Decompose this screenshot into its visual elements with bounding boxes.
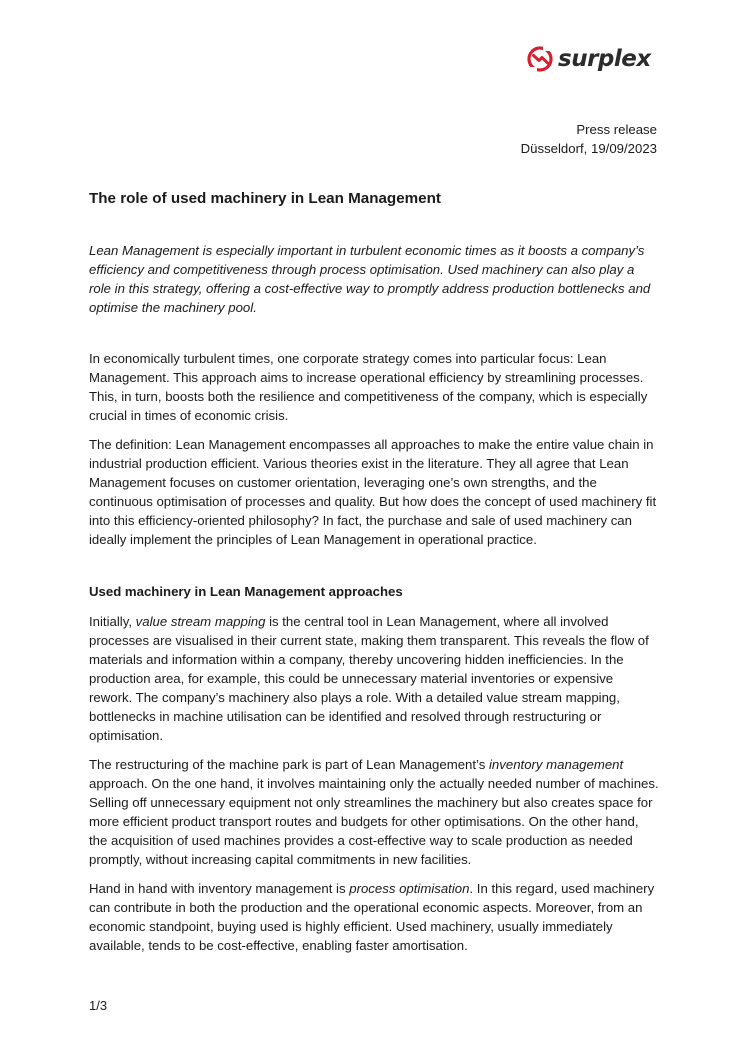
article-lead [89,241,659,317]
term-inventory-management: inventory management [489,757,624,772]
paragraph-3-text-b: is the central tool in Lean Management, where all involved processes are visualised in their current state, making them transparent. This reveals the flow of materials and information within a company, thereby uncovering hidden inefficiencies. In the production area, for example, this could be unnecessary material inventories or expensive rework. The company’s machinery also plays a role. With a detailed value stream mapping, bottlenecks in machine utilisation can be identified and resolved through restructuring or optimisation. [89,614,649,743]
logo-wordmark: surplex [558,46,651,72]
paragraph-4-text-b: approach. On the one hand, it involves maintaining only the actually needed number of machines. Selling off unnecessary equipment not only streamlines the machinery but also creates space for more efficient product transport routes and budgets for other optimisations. On the other hand, the acquisition of used machines provides a cost-effective way to scale production as needed promptly, without increasing capital commitments in new facilities. [89,776,659,867]
surplex-logo-icon [526,45,554,73]
section-heading: Used machinery in Lean Management approaches [89,584,403,599]
paragraph-4-text-a: The restructuring of the machine park is part of Lean Management’s [89,757,489,772]
press-meta [521,120,657,158]
press-release-label: Press release [576,122,657,137]
approaches-section [89,612,659,955]
term-value-stream-mapping: value stream mapping [135,614,266,629]
paragraph-5 [89,879,659,955]
dateline: Düsseldorf, 19/09/2023 [520,141,657,156]
intro-section [89,349,659,549]
page-number: 1/3 [89,998,108,1013]
paragraph-4 [89,755,659,869]
paragraph-3-text-a: Initially, [89,614,136,629]
paragraph-1: In economically turbulent times, one corporate strategy comes into particular focus: Lean Management. This approach aims to increase operational efficiency by streamlining processes. This, in turn, boosts both the resilience and competitiveness of the company, which is especially crucial in times of economic crisis. [89,351,648,423]
paragraph-5-text-b: . In this regard, used machinery can contribute in both the production and the operational economic aspects. Moreover, from an economic standpoint, buying used is highly efficient. Used machinery, usually immediately available, tends to be cost-effective, enabling faster amortisation. [89,881,655,953]
article-title: The role of used machinery in Lean Management [89,190,441,207]
term-process-optimisation: process optimisation [349,881,470,896]
paragraph-3 [89,612,659,745]
paragraph-5-text-a: Hand in hand with inventory management is [89,881,350,896]
lead-paragraph: Lean Management is especially important in turbulent economic times as it boosts a company’s efficiency and competitiveness through process optimisation. Used machinery can also play a role in this strategy, offering a cost-effective way to promptly address production bottlenecks and optimise the machinery pool. [89,243,651,315]
paragraph-2: The definition: Lean Management encompasses all approaches to make the entire value chain in industrial production efficient. Various theories exist in the literature. They all agree that Lean Management focuses on customer orientation, leveraging one’s own strengths, and the continuous optimisation of processes and quality. But how does the concept of used machinery fit into this efficiency-oriented philosophy? In fact, the purchase and sale of used machinery can ideally implement the principles of Lean Management in operational practice. [89,437,657,547]
surplex-logo [526,44,651,74]
